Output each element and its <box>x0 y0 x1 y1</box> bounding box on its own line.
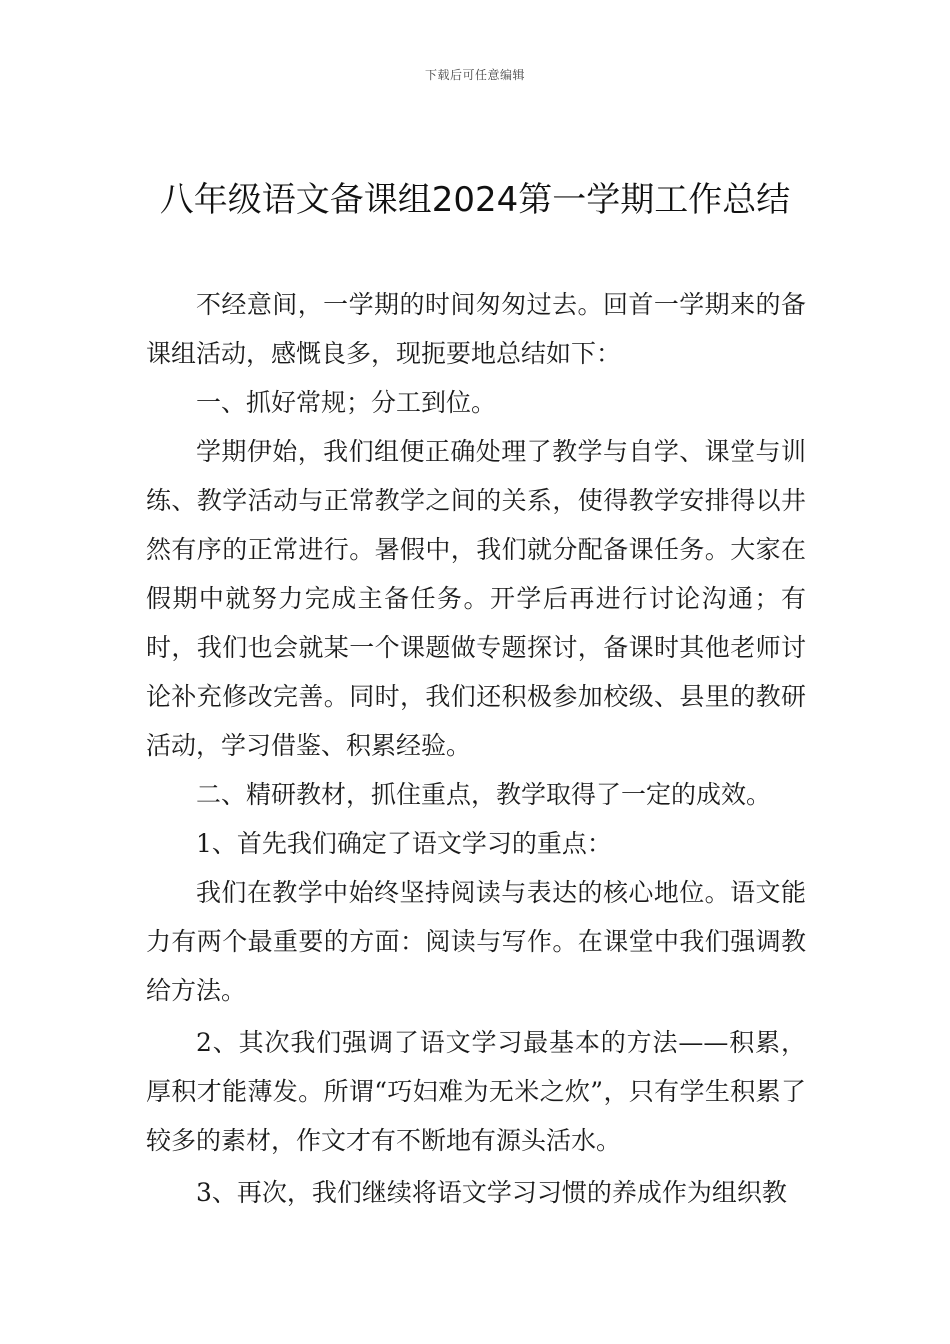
document-title: 八年级语文备课组2024第一学期工作总结 <box>159 180 791 220</box>
paragraph-accumulation: 2、其次我们强调了语文学习最基本的方法——积累，厚积才能薄发。所谓“巧妇难为无米之炊”，只有学生积累了较多的素材，作文才有不断地有源头活水。 <box>146 1028 806 1155</box>
paragraph-routine: 学期伊始，我们组便正确处理了教学与自学、课堂与训练、教学活动与正常教学之间的关系，使得教学安排得以井然有序的正常进行。暑假中，我们就分配备课任务。大家在假期中就努力完成主备任务。开学后再进行讨论沟通；有时，我们也会就某一个课题做专题探讨，备课时其他老师讨论补充修改完善。同时，我们还积极参加校级、县里的教研活动，学习借鉴、积累经验。 <box>146 437 806 760</box>
subsection-heading-1: 1、首先我们确定了语文学习的重点： <box>196 829 612 858</box>
section-heading-1: 一、抓好常规；分工到位。 <box>196 388 497 417</box>
paragraph-intro: 不经意间，一学期的时间匆匆过去。回首一学期来的备课组活动，感慨良多，现扼要地总结如下： <box>146 290 806 368</box>
paragraph-habits: 3、再次，我们继续将语文学习习惯的养成作为组织教 <box>196 1178 787 1207</box>
paragraph-reading-writing: 我们在教学中始终坚持阅读与表达的核心地位。语文能力有两个最重要的方面：阅读与写作。在课堂中我们强调教给方法。 <box>146 878 806 1005</box>
document-body <box>146 280 806 1217</box>
section-heading-2: 二、精研教材，抓住重点，教学取得了一定的成效。 <box>196 780 772 809</box>
header-note: 下载后可任意编辑 <box>424 68 525 82</box>
